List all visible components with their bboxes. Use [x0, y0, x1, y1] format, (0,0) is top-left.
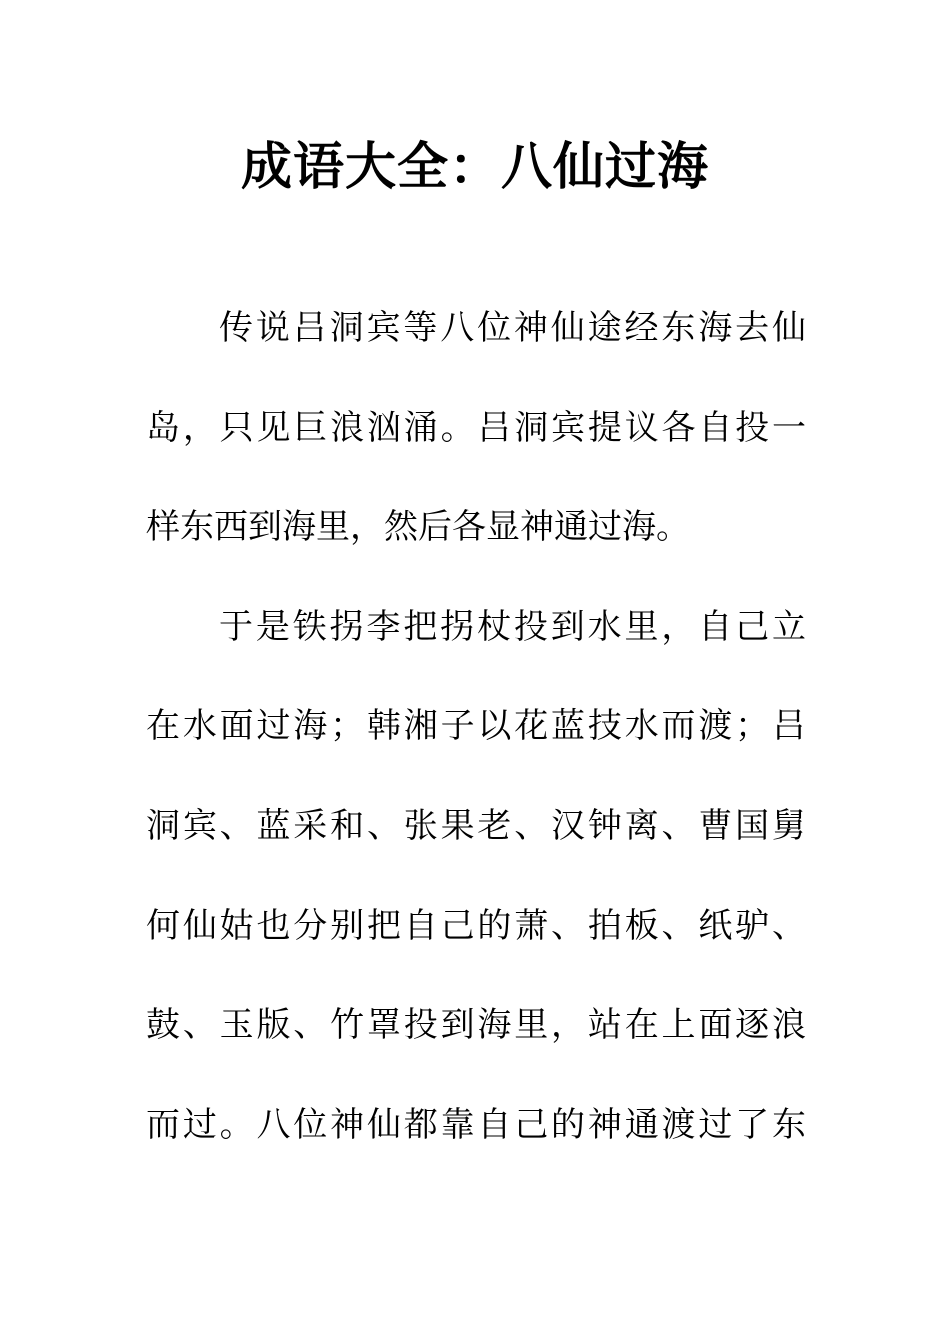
paragraph-line: 鼓、玉版、竹罩投到海里，站在上面逐浪: [146, 1005, 806, 1045]
page-title: 成语大全：八仙过海: [240, 138, 709, 197]
paragraph-line: 传说吕洞宾等八位神仙途经东海去仙: [219, 308, 806, 348]
paragraph-line: 而过。八位神仙都靠自己的神通渡过了东: [146, 1105, 806, 1145]
paragraph-line: 在水面过海；韩湘子以花蓝技水而渡；吕: [146, 706, 806, 746]
paragraph-line: 于是铁拐李把拐杖投到水里，自己立: [219, 607, 806, 647]
paragraph-line: 岛，只见巨浪汹涌。吕洞宾提议各自投一: [146, 408, 806, 448]
paragraph-line: 样东西到海里，然后各显神通过海。: [146, 507, 690, 547]
paragraph-line: 洞宾、蓝采和、张果老、汉钟离、曹国舅: [146, 806, 806, 846]
paragraph-line: 何仙姑也分别把自己的萧、拍板、纸驴、: [146, 906, 806, 946]
